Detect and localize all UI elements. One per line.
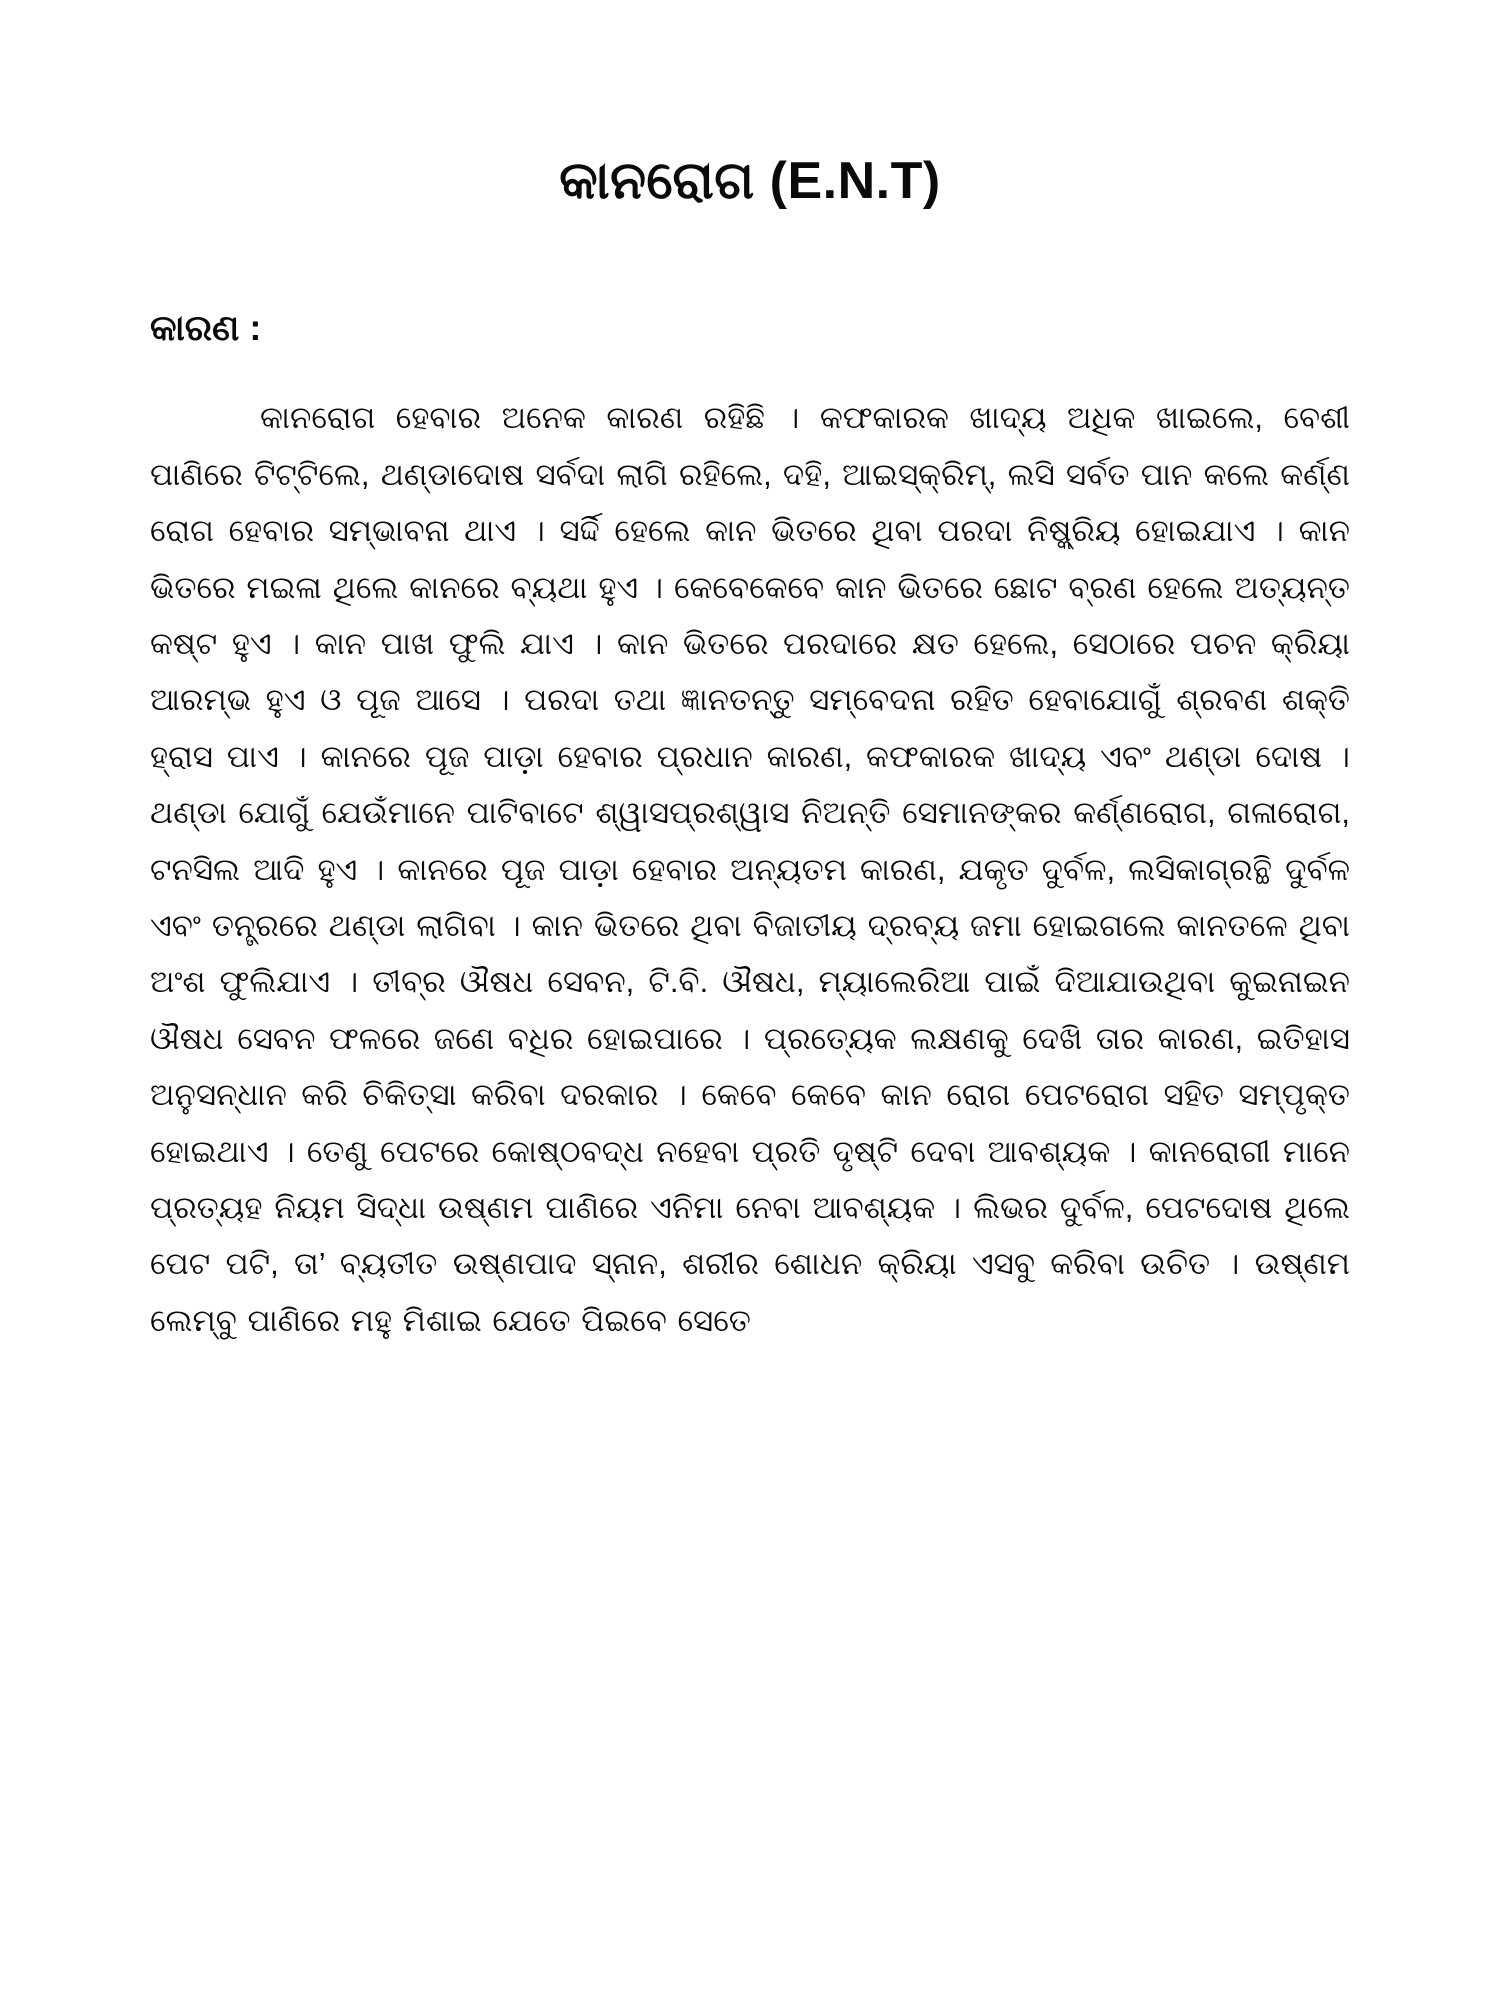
section-heading-karana: କାରଣ : [150, 307, 262, 349]
body-paragraph: କାନରୋଗ ହେବାର ଅନେକ କାରଣ ରହିଛି । କଫକାରକ ଖାଦ୍ୟ ଅଧିକ ଖାଇଲେ, ବେଶୀ ପାଣିରେ ଟିଟ୍ଟିଲେ, ଥଣ୍ଡାଦୋଷ ସର୍ବଦା ଲାଗି ରହିଲେ, ଦହି, ଆଇସ୍‌କ୍ରିମ୍‌, ଲସି ସର୍ବତ ପାନ କଲେ କର୍ଣ୍ଣ ରୋଗ ହେବାର ସମ୍ଭାବନା ଥାଏ । ସର୍ଦ୍ଦି ହେଲେ କାନ ଭିତରେ ଥିବା ପରଦା ନିଷ୍କ୍ରିୟ ହୋଇଯାଏ । କାନ ଭିତରେ ମଇଳା ଥିଲେ କାନରେ ବ୍ୟଥା ହୁଏ । କେବେକେବେ କାନ ଭିତରେ ଛୋଟ ବ୍ରଣ ହେଲେ ଅତ୍ୟନ୍ତ କଷ୍ଟ ହୁଏ । କାନ ପାଖ ଫୁଲି ଯାଏ । କାନ ଭିତରେ ପରଦାରେ କ୍ଷତ ହେଲେ, ସେଠାରେ ପଚନ କ୍ରିୟା ଆରମ୍ଭ ହୁଏ ଓ ପୂଜ ଆସେ । ପରଦା ତଥା ଜ୍ଞାନତନ୍ତୁ ସମ୍ବେଦନା ରହିତ ହେବାଯୋଗୁଁ ଶ୍ରବଣ ଶକ୍ତି ହ୍ରାସ ପାଏ । କାନରେ ପୂଜ ପାଡ଼ା ହେବାର ପ୍ରଧାନ କାରଣ, କଫକାରକ ଖାଦ୍ୟ ଏବଂ ଥଣ୍ଡା ଦୋଷ । ଥଣ୍ଡା ଯୋଗୁଁ ଯେଉଁମାନେ ପାଟିବାଟେ ଶ୍ୱାସପ୍ରଶ୍ୱାସ ନିଅନ୍ତି ସେମାନଙ୍କର କର୍ଣ୍ଣରୋଗ, ଗଳାରୋଗ, ଟନସିଲ ଆଦି ହୁଏ । କାନରେ ପୂଜ ପାଡ଼ା ହେବାର ଅନ୍ୟତମ କାରଣ, ଯକୃତ ଦୁର୍ବଳ, ଲସିକାଗ୍ରନ୍ଥି ଦୁର୍ବଳ ଏବଂ ତନ୍ତ୍ରରେ ଥଣ୍ଡା ଲାଗିବା । କାନ ଭିତରେ ଥିବା ବିଜାତୀୟ ଦ୍ରବ୍ୟ ଜମା ହୋଇଗଲେ କାନତଳେ ଥିବା ଅଂଶ ଫୁଲିଯାଏ । ତୀବ୍ର ଔଷଧ ସେବନ, ଟି.ବି. ଔଷଧ, ମ୍ୟାଲେରିଆ ପାଇଁ ଦିଆଯାଉଥିବା କୁଇନାଇନ ଔଷଧ ସେବନ ଫଳରେ ଜଣେ ବଧିର ହୋଇପାରେ । ପ୍ରତ୍ୟେକ ଲକ୍ଷଣକୁ ଦେଖି ତାର କାରଣ, ଇତିହାସ ଅନୁସନ୍ଧାନ କରି ଚିକିତ୍ସା କରିବା ଦରକାର । କେବେ କେବେ କାନ ରୋଗ ପେଟରୋଗ ସହିତ ସମ୍ପୃକ୍ତ ହୋଇଥାଏ । ତେଣୁ ପେଟରେ କୋଷ୍ଠବଦ୍ଧ ନହେବା ପ୍ରତି ଦୃଷ୍ଟି ଦେବା ଆବଶ୍ୟକ । କାନରୋଗୀ ମାନେ ପ୍ରତ୍ୟହ ନିୟମ ସିଦ୍ଧା ଉଷ୍ଣମ ପାଣିରେ ଏନିମା ନେବା ଆବଶ୍ୟକ । ଲିଭର ଦୁର୍ବଳ, ପେଟଦୋଷ ଥିଲେ ପେଟ ପଟି, ତା’ ବ୍ୟତୀତ ଉଷ୍ଣପାଦ ସ୍ନାନ, ଶରୀର ଶୋଧନ କ୍ରିୟା ଏସବୁ କରିବା ଉଚିତ । ଉଷ୍ଣମ ଲେମ୍ବୁ ପାଣିରେ ମହୁ ମିଶାଇ ଯେତେ ପିଇବେ ସେତେ [150, 400, 1350, 1338]
page-title: କାନରୋଗ (E.N.T) [559, 152, 941, 210]
